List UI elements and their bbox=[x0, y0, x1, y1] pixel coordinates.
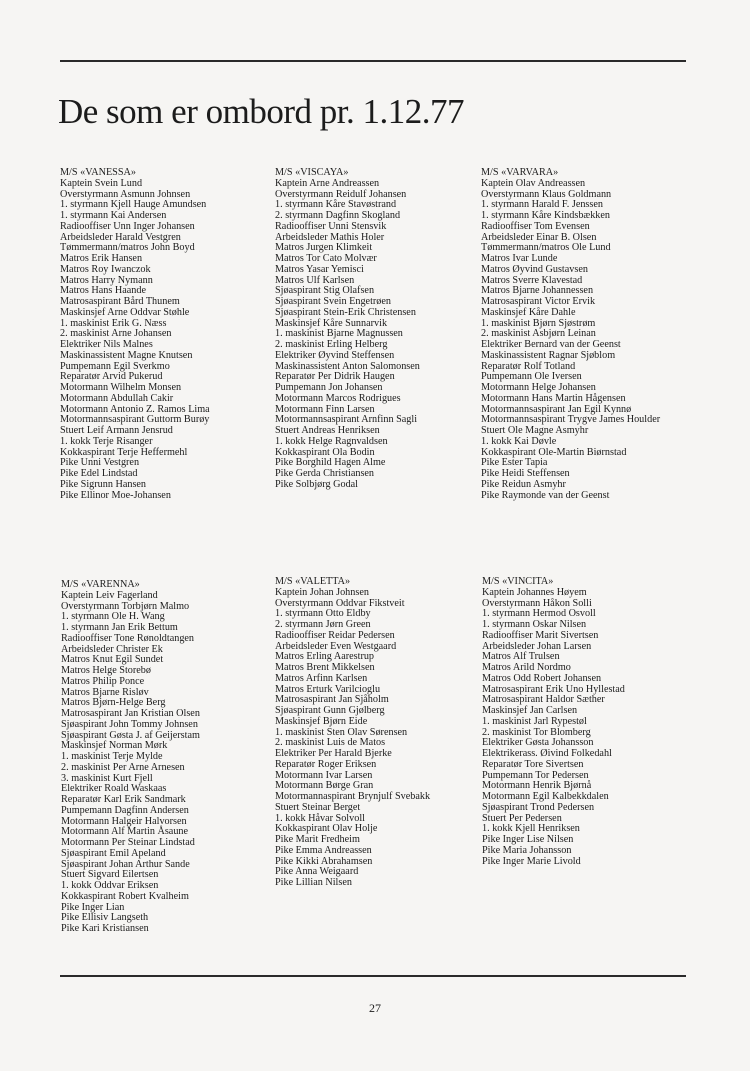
crew-member: Pike Inger Lise Nilsen bbox=[482, 834, 574, 845]
crew-member: Arbeidsleder Christer Ek bbox=[61, 643, 163, 655]
crew-member: 3. maskinist Kurt Fjell bbox=[61, 772, 153, 784]
crew-member: 1. styrmann Kjell Hauge Amundsen bbox=[60, 199, 207, 211]
crew-member: 1. styrmann Jan Erik Bettum bbox=[61, 622, 178, 633]
crew-member: Elektriker Roald Waskaas bbox=[61, 783, 167, 795]
crew-member: Pike Borghild Hagen Alme bbox=[275, 457, 386, 469]
crew-member: Tømmermann/matros John Boyd bbox=[60, 242, 195, 254]
crew-member: Maskinsjef Jan Carlsen bbox=[482, 705, 578, 716]
crew-member: Stuert Ole Magne Asmyhr bbox=[481, 425, 589, 436]
crew-member: 1. styrmann Oskar Nilsen bbox=[482, 619, 587, 630]
crew-member: Pike Kari Kristiansen bbox=[61, 923, 149, 934]
crew-member: Matros Jurgen Klimkeit bbox=[275, 242, 373, 254]
crew-member: Elektrikerass. Øivind Folkedahl bbox=[482, 748, 612, 759]
crew-member: Sjøaspirant John Tommy Johnsen bbox=[61, 718, 198, 730]
top-rule bbox=[60, 60, 686, 62]
crew-member: 1. styrmann Kai Andersen bbox=[60, 210, 167, 221]
crew-member: Maskinassistent Ragnar Sjøblom bbox=[481, 349, 616, 361]
crew-member: Elektriker Gøsta Johansson bbox=[482, 737, 594, 749]
crew-member: Pike Raymonde van der Geenst bbox=[481, 489, 610, 501]
crew-member: Kaptein Johannes Høyem bbox=[482, 586, 587, 598]
crew-member: Motormann Abdullah Cakir bbox=[60, 392, 174, 404]
crew-member: Reparatør Tore Sivertsen bbox=[482, 758, 584, 770]
crew-member: Kaptein Arne Andreassen bbox=[275, 177, 380, 189]
crew-member: Matros Hans Haande bbox=[60, 285, 147, 297]
crew-member: 1. kokk Terje Risanger bbox=[60, 435, 153, 447]
crew-member: Matros Arfinn Karlsen bbox=[275, 672, 368, 684]
crew-member: Matros Erturk Varilcioglu bbox=[275, 683, 381, 695]
crew-member: Motormann Helge Johansen bbox=[481, 382, 596, 393]
crew-member: Kokkaspirant Olav Holje bbox=[275, 823, 378, 835]
crew-member: Matros Erling Aarestrup bbox=[275, 651, 375, 663]
ship-name: M/S «VINCITA» bbox=[482, 576, 554, 587]
crew-list bbox=[61, 591, 266, 935]
crew-member: 1. maskinist Sten Olav Sørensen bbox=[275, 726, 408, 738]
crew-member: Motormann Wilhelm Monsen bbox=[60, 382, 182, 393]
crew-list bbox=[60, 179, 265, 502]
page-number: 27 bbox=[369, 1001, 381, 1015]
crew-member: Stuert Per Pedersen bbox=[482, 812, 562, 824]
crew-member: Matros Bjørn-Helge Berg bbox=[61, 697, 166, 709]
crew-member: Overstyrmann Håkon Solli bbox=[482, 597, 592, 609]
crew-member: Matrosaspirant Victor Ervik bbox=[481, 296, 596, 307]
crew-member: 1. maskinist Bjørn Sjøstrøm bbox=[481, 317, 596, 329]
crew-member: 1. styrmann Kåre Kindsbækken bbox=[481, 210, 611, 221]
crew-member: Motormannsaspirant Arnfinn Sagli bbox=[275, 414, 418, 426]
crew-member: Sjøaspirant Stig Olafsen bbox=[275, 285, 375, 297]
crew-member: Kokkaspirant Terje Heffermehl bbox=[60, 446, 188, 458]
crew-member: Pike Edel Lindstad bbox=[60, 468, 138, 479]
crew-member: 1. styrmann Hermod Osvoll bbox=[482, 608, 596, 620]
crew-member: Radiooffiser Unn Inger Johansen bbox=[60, 220, 195, 232]
crew-member: 2. maskinist Erling Helberg bbox=[275, 339, 388, 350]
crew-member: Maskinsjef Arne Oddvar Støhle bbox=[60, 306, 190, 318]
ship-name: M/S «VALETTA» bbox=[275, 576, 351, 587]
crew-member: Sjøaspirant Svein Engetrøen bbox=[275, 296, 392, 307]
crew-member: Matros Brent Mikkelsen bbox=[275, 662, 375, 673]
crew-member: Pike Ellisiv Langseth bbox=[61, 912, 149, 924]
crew-member: 1. styrmann Harald F. Jenssen bbox=[481, 199, 603, 211]
crew-member: Matros Erik Hansen bbox=[60, 253, 143, 264]
crew-member: Pike Lillian Nilsen bbox=[275, 877, 352, 888]
crew-member: Motormannaspirant Brynjulf Svebakk bbox=[275, 791, 431, 802]
crew-member: Tømmermann/matros Ole Lund bbox=[481, 242, 611, 254]
crew-member: Pike Anna Weigaard bbox=[275, 866, 359, 878]
crew-member: 2. maskinist Tor Blomberg bbox=[482, 726, 591, 738]
crew-member: 2. styrmann Dagfinn Skogland bbox=[275, 210, 401, 221]
crew-member: 1. maskinist Bjarne Magnussen bbox=[275, 328, 403, 340]
crew-member: Matros Helge Storebø bbox=[61, 665, 151, 676]
crew-member: Pumpemann Tor Pedersen bbox=[482, 769, 589, 781]
crew-member: Reparatør Roger Eriksen bbox=[275, 758, 377, 770]
crew-member: Elektriker Øyvind Steffensen bbox=[275, 349, 395, 361]
crew-member: Matros Bjarne Risløv bbox=[61, 686, 149, 698]
crew-member: Matros Harry Nymann bbox=[60, 274, 153, 286]
crew-member: Kaptein Svein Lund bbox=[60, 177, 143, 189]
crew-member: 1. maskinist Terje Mylde bbox=[61, 751, 163, 762]
crew-member: Motormann Egil Kalbekkdalen bbox=[482, 791, 609, 802]
crew-member: Elektriker Bernard van der Geenst bbox=[481, 339, 621, 350]
crew-member: Radiooffiser Reidar Pedersen bbox=[275, 629, 395, 641]
crew-member: Motormann Ivar Larsen bbox=[275, 769, 373, 781]
crew-member: Matros Sverre Klavestad bbox=[481, 274, 583, 286]
crew-member: Motormannsaspirant Trygve James Houlder bbox=[481, 414, 661, 426]
crew-member: Arbeidsleder Even Westgaard bbox=[275, 640, 397, 652]
crew-member: Kokkaspirant Ola Bodin bbox=[275, 446, 375, 458]
crew-member: Motormannsaspirant Guttorm Burøy bbox=[60, 414, 210, 426]
ship-name: M/S «VARENNA» bbox=[61, 579, 140, 590]
crew-member: Pike Sigrunn Hansen bbox=[60, 478, 147, 490]
crew-member: Stuert Sigvard Eilertsen bbox=[61, 869, 159, 881]
crew-member: Pumpemann Jon Johansen bbox=[275, 382, 383, 393]
crew-member: Kaptein Johan Johnsen bbox=[275, 586, 369, 598]
crew-member: Pike Inger Lian bbox=[61, 901, 125, 913]
crew-member: Overstyrmann Oddvar Fikstveit bbox=[275, 597, 405, 609]
crew-member: 1. maskinist Jarl Rypestøl bbox=[482, 715, 587, 727]
crew-member: Elektriker Nils Malnes bbox=[60, 339, 153, 350]
crew-member: 1. kokk Kai Døvle bbox=[481, 435, 557, 447]
crew-member: Matros Ivar Lunde bbox=[481, 253, 558, 264]
crew-member: Kaptein Olav Andreassen bbox=[481, 177, 586, 189]
crew-member: 1. kokk Håvar Solvoll bbox=[275, 812, 365, 824]
crew-member: Motormann Børge Gran bbox=[275, 780, 374, 792]
crew-member: Motormann Halgeir Halvorsen bbox=[61, 815, 187, 827]
crew-member: Sjøaspirant Gøsta J. af Geijerstam bbox=[61, 729, 200, 741]
ship-roster-vanessa bbox=[60, 168, 265, 501]
crew-member: Matros Knut Egil Sundet bbox=[61, 654, 164, 666]
crew-member: Matros Yasar Yemisci bbox=[275, 263, 364, 275]
crew-member: Matros Roy Iwanczok bbox=[60, 263, 151, 275]
crew-member: Maskinsjef Kåre Sunnarvik bbox=[275, 317, 388, 329]
crew-member: Matrosaspirant Jan Kristian Olsen bbox=[61, 708, 200, 719]
crew-member: Arbeidsleder Einar B. Olsen bbox=[481, 231, 597, 243]
crew-member: Kaptein Leiv Fagerland bbox=[61, 589, 158, 601]
ship-roster-varenna bbox=[61, 580, 266, 935]
crew-member: Pike Ellinor Moe-Johansen bbox=[60, 489, 171, 501]
crew-member: Stuert Steinar Berget bbox=[275, 801, 361, 813]
crew-member: Arbeidsleder Harald Vestgren bbox=[60, 231, 181, 243]
crew-member: Stuert Andreas Henriksen bbox=[275, 425, 380, 436]
crew-member: Arbeidsleder Mathis Holer bbox=[275, 231, 385, 243]
crew-member: Stuert Leif Armann Jensrud bbox=[60, 425, 173, 436]
ship-name: M/S «VISCAYA» bbox=[275, 167, 349, 178]
crew-member: Pike Inger Marie Livold bbox=[482, 855, 581, 867]
crew-member: Overstyrmann Torbjørn Malmo bbox=[61, 600, 190, 612]
crew-member: 1. styrmann Kåre Stavøstrand bbox=[275, 199, 397, 211]
page-title: De som er ombord pr. 1.12.77 bbox=[58, 92, 464, 131]
crew-member: Matros Alf Trulsen bbox=[482, 651, 560, 663]
crew-member: Matrosaspirant Erik Uno Hyllestad bbox=[482, 683, 625, 695]
crew-member: Matrosaspirant Haldor Sæther bbox=[482, 694, 605, 706]
crew-member: Overstyrmann Asmunn Johnsen bbox=[60, 188, 191, 200]
crew-member: Maskinassistent Anton Salomonsen bbox=[275, 360, 420, 372]
crew-member: Motormann Henrik Bjørnå bbox=[482, 780, 592, 792]
crew-member: Pumpemann Dagfinn Andersen bbox=[61, 804, 189, 816]
crew-member: Pike Emma Andreassen bbox=[275, 844, 372, 856]
crew-member: Pike Gerda Christiansen bbox=[275, 468, 375, 479]
crew-member: Maskinassistent Magne Knutsen bbox=[60, 349, 193, 361]
crew-member: Motormann Antonio Z. Ramos Lima bbox=[60, 403, 210, 415]
crew-member: Kokkaspirant Ole-Martin Biørnstad bbox=[481, 446, 627, 458]
crew-member: Reparatør Karl Erik Sandmark bbox=[61, 794, 186, 805]
crew-member: Pike Kikki Abrahamsen bbox=[275, 855, 373, 867]
crew-member: Overstyrmann Reidulf Johansen bbox=[275, 188, 407, 200]
crew-member: Radiooffiser Marit Sivertsen bbox=[482, 629, 599, 641]
crew-member: Reparatør Rolf Totland bbox=[481, 360, 576, 372]
crew-member: Sjøaspirant Trond Pedersen bbox=[482, 801, 595, 813]
crew-member: Kokkaspirant Robert Kvalheim bbox=[61, 890, 189, 902]
crew-member: 2. styrmann Jørn Green bbox=[275, 619, 371, 630]
crew-member: 1. maskinist Erik G. Næss bbox=[60, 317, 167, 329]
crew-member: Motormann Finn Larsen bbox=[275, 403, 375, 415]
crew-member: Matrosaspirant Bård Thunem bbox=[60, 296, 180, 307]
crew-member: Matros Tor Cato Molvær bbox=[275, 253, 377, 264]
crew-member: Sjøaspirant Stein-Erik Christensen bbox=[275, 306, 416, 318]
crew-member: 1. styrmann Ole H. Wang bbox=[61, 611, 165, 623]
crew-list bbox=[481, 179, 686, 502]
crew-member: Matros Arild Nordmo bbox=[482, 662, 571, 673]
crew-member: Radiooffiser Unni Stensvik bbox=[275, 220, 387, 232]
crew-member: Matros Bjarne Johannessen bbox=[481, 285, 594, 297]
crew-member: Motormannsaspirant Jan Egil Kynnø bbox=[481, 403, 632, 415]
crew-member: 2. maskinist Arne Johansen bbox=[60, 328, 172, 340]
crew-member: 1. kokk Kjell Henriksen bbox=[482, 823, 580, 835]
crew-member: Sjøaspirant Johan Arthur Sande bbox=[61, 858, 190, 870]
crew-member: Elektriker Per Harald Bjerke bbox=[275, 748, 392, 759]
crew-member: 1. styrmann Otto Eldby bbox=[275, 608, 371, 620]
crew-member: Motormann Marcos Rodrigues bbox=[275, 392, 401, 404]
crew-member: Motormann Alf Martin Åsaune bbox=[61, 826, 189, 838]
crew-member: Pike Solbjørg Godal bbox=[275, 478, 359, 490]
crew-member: 1. kokk Helge Ragnvaldsen bbox=[275, 435, 388, 447]
crew-member: Pike Unni Vestgren bbox=[60, 457, 140, 469]
crew-member: Maskinsjef Norman Mørk bbox=[61, 740, 168, 752]
crew-member: Matros Philip Ponce bbox=[61, 675, 145, 687]
crew-member: Pike Reidun Asmyhr bbox=[481, 478, 566, 490]
crew-member: Radiooffiser Tom Evensen bbox=[481, 220, 590, 232]
crew-member: 1. kokk Oddvar Eriksen bbox=[61, 880, 159, 891]
crew-member: Maskinsjef Kåre Dahle bbox=[481, 306, 576, 318]
crew-member: Motormann Per Steinar Lindstad bbox=[61, 837, 195, 848]
ship-roster-vincita bbox=[482, 577, 687, 867]
crew-member: Matros Øyvind Gustavsen bbox=[481, 263, 588, 275]
bottom-rule bbox=[60, 975, 686, 977]
crew-member: Sjøaspirant Emil Apeland bbox=[61, 847, 166, 859]
crew-member: Matros Ulf Karlsen bbox=[275, 274, 355, 286]
crew-member: Reparatør Per Didrik Haugen bbox=[275, 371, 395, 383]
crew-list bbox=[482, 588, 687, 868]
ship-name: M/S «VARVARA» bbox=[481, 167, 559, 178]
ship-roster-viscaya bbox=[275, 168, 480, 491]
crew-member: Pike Maria Johansson bbox=[482, 844, 572, 856]
ship-roster-varvara bbox=[481, 168, 686, 501]
crew-member: Sjøaspirant Gunn Gjølberg bbox=[275, 705, 385, 716]
crew-member: Arbeidsleder Johan Larsen bbox=[482, 640, 592, 652]
crew-member: Motormann Hans Martin Hågensen bbox=[481, 392, 626, 404]
crew-member: Overstyrmann Klaus Goldmann bbox=[481, 188, 612, 200]
ship-roster-valetta bbox=[275, 577, 480, 889]
crew-member: Pumpemann Egil Sverkmo bbox=[60, 360, 170, 372]
crew-member: 2. maskinist Luis de Matos bbox=[275, 737, 386, 749]
crew-list bbox=[275, 179, 480, 491]
crew-member: Reparatør Arvid Pukerud bbox=[60, 371, 163, 383]
crew-member: Pike Ester Tapia bbox=[481, 457, 548, 469]
crew-list bbox=[275, 588, 480, 889]
crew-member: Pumpemann Ole Iversen bbox=[481, 371, 582, 383]
crew-member: Matrosaspirant Jan Sjåholm bbox=[275, 694, 389, 706]
crew-member: 2. maskinist Asbjørn Leinan bbox=[481, 328, 596, 340]
crew-member: Radiooffiser Tone Rønoldtangen bbox=[61, 632, 195, 644]
crew-member: Pike Marit Fredheim bbox=[275, 834, 360, 845]
crew-member: Matros Odd Robert Johansen bbox=[482, 672, 602, 684]
ship-name: M/S «VANESSA» bbox=[60, 167, 136, 178]
crew-member: Maskinsjef Bjørn Eide bbox=[275, 715, 368, 727]
crew-member: 2. maskinist Per Arne Arnesen bbox=[61, 761, 185, 773]
crew-member: Pike Heidi Steffensen bbox=[481, 468, 570, 479]
